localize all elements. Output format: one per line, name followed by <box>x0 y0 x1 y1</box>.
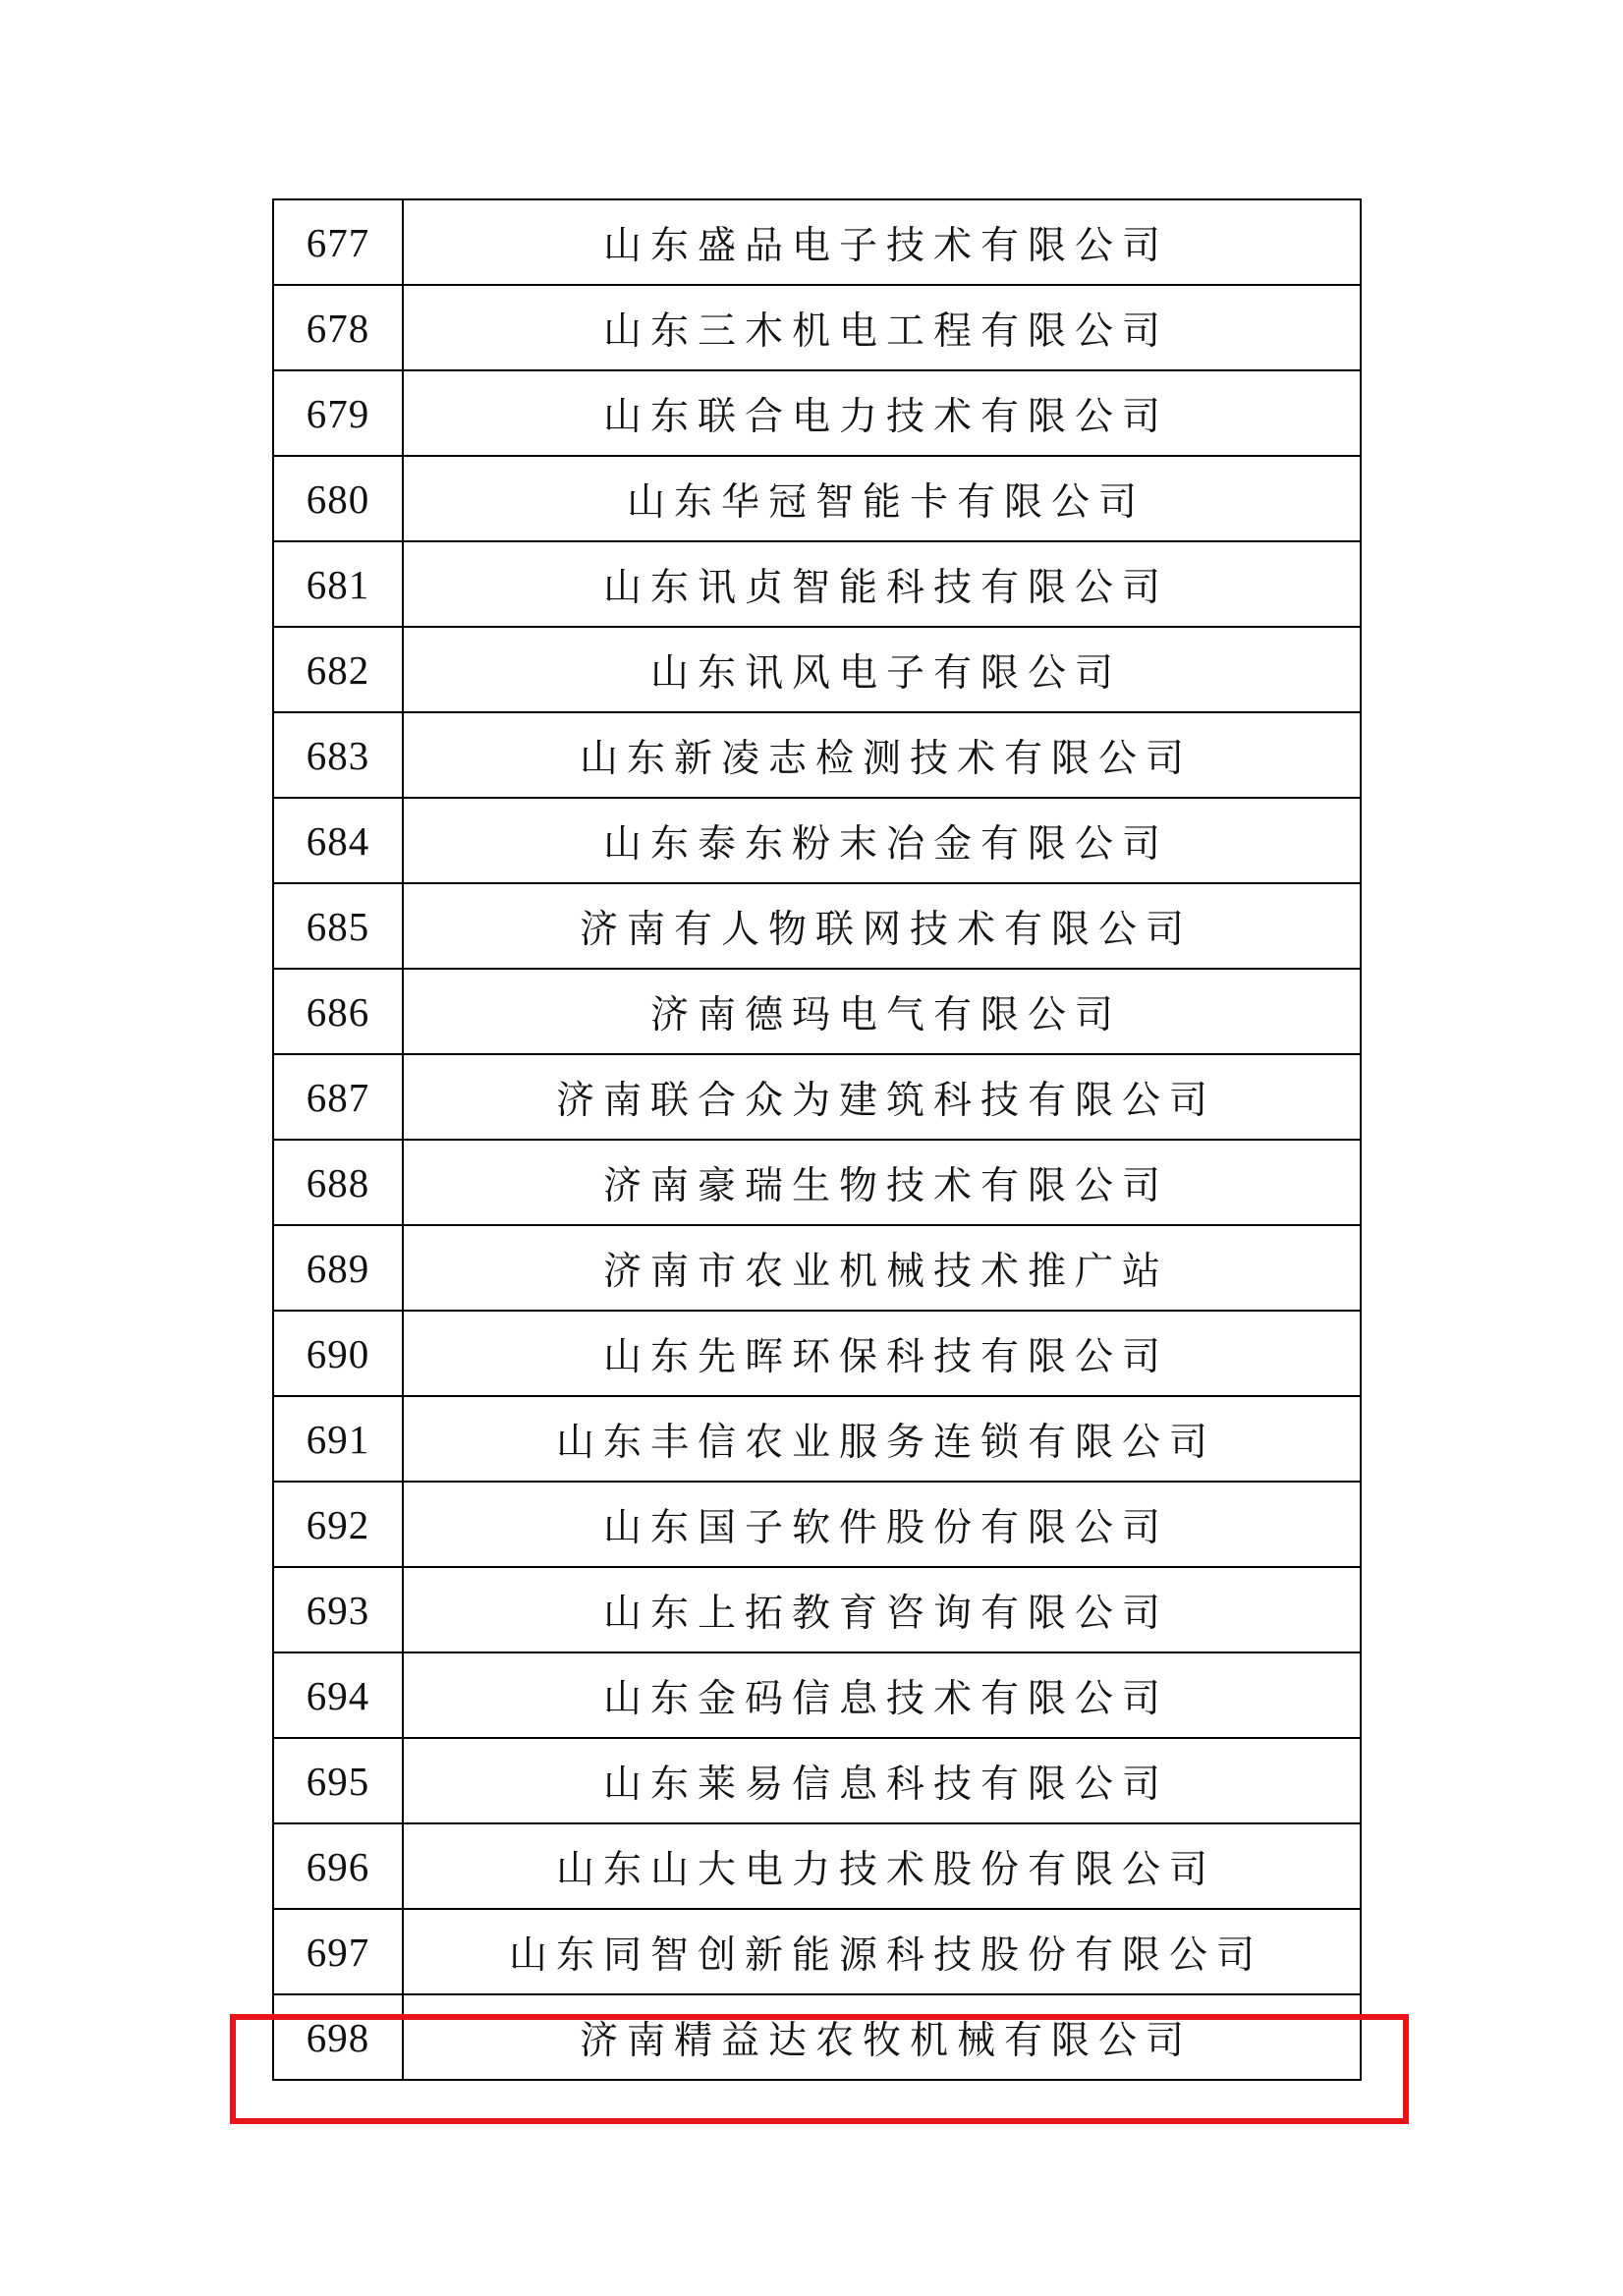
table-row <box>273 969 1361 1054</box>
row-number: 687 <box>273 1054 403 1140</box>
company-name: 山东同智创新能源科技股份有限公司 <box>403 1909 1361 1994</box>
table-row <box>273 1311 1361 1396</box>
company-name: 山东泰东粉末冶金有限公司 <box>403 798 1361 883</box>
table-row <box>273 1823 1361 1909</box>
table-row <box>273 1396 1361 1482</box>
table-row <box>273 1054 1361 1140</box>
table-row <box>273 1140 1361 1225</box>
row-number: 695 <box>273 1738 403 1823</box>
table-row <box>273 285 1361 370</box>
row-number: 682 <box>273 627 403 712</box>
company-name: 山东华冠智能卡有限公司 <box>403 456 1361 541</box>
table-row <box>273 1909 1361 1994</box>
company-name: 济南豪瑞生物技术有限公司 <box>403 1140 1361 1225</box>
row-number: 696 <box>273 1823 403 1909</box>
company-name: 山东山大电力技术股份有限公司 <box>403 1823 1361 1909</box>
table-row <box>273 1567 1361 1652</box>
table-row <box>273 541 1361 627</box>
table-row <box>273 370 1361 456</box>
table-row <box>273 798 1361 883</box>
company-name: 山东讯贞智能科技有限公司 <box>403 541 1361 627</box>
table-row-highlighted <box>273 1994 1361 2080</box>
company-name: 山东上拓教育咨询有限公司 <box>403 1567 1361 1652</box>
row-number: 697 <box>273 1909 403 1994</box>
table-row <box>273 456 1361 541</box>
table-row <box>273 883 1361 969</box>
table-body <box>273 199 1361 2080</box>
row-number: 698 <box>273 1994 403 2080</box>
company-name: 山东莱易信息科技有限公司 <box>403 1738 1361 1823</box>
company-name: 济南联合众为建筑科技有限公司 <box>403 1054 1361 1140</box>
row-number: 679 <box>273 370 403 456</box>
company-name: 山东新凌志检测技术有限公司 <box>403 712 1361 798</box>
row-number: 694 <box>273 1652 403 1738</box>
table-row <box>273 1482 1361 1567</box>
row-number: 693 <box>273 1567 403 1652</box>
company-name: 山东联合电力技术有限公司 <box>403 370 1361 456</box>
company-name: 山东三木机电工程有限公司 <box>403 285 1361 370</box>
row-number: 677 <box>273 199 403 285</box>
company-list-table <box>272 198 1362 2081</box>
table-row <box>273 1652 1361 1738</box>
company-name: 济南德玛电气有限公司 <box>403 969 1361 1054</box>
company-name: 山东国子软件股份有限公司 <box>403 1482 1361 1567</box>
row-number: 685 <box>273 883 403 969</box>
company-name: 山东讯风电子有限公司 <box>403 627 1361 712</box>
table-row <box>273 627 1361 712</box>
table-row <box>273 1738 1361 1823</box>
company-name: 山东金码信息技术有限公司 <box>403 1652 1361 1738</box>
row-number: 691 <box>273 1396 403 1482</box>
row-number: 684 <box>273 798 403 883</box>
row-number: 686 <box>273 969 403 1054</box>
company-name: 济南有人物联网技术有限公司 <box>403 883 1361 969</box>
company-name: 山东先晖环保科技有限公司 <box>403 1311 1361 1396</box>
company-name: 山东丰信农业服务连锁有限公司 <box>403 1396 1361 1482</box>
row-number: 689 <box>273 1225 403 1311</box>
table-row <box>273 199 1361 285</box>
row-number: 681 <box>273 541 403 627</box>
row-number: 680 <box>273 456 403 541</box>
row-number: 683 <box>273 712 403 798</box>
row-number: 692 <box>273 1482 403 1567</box>
row-number: 690 <box>273 1311 403 1396</box>
company-name: 山东盛品电子技术有限公司 <box>403 199 1361 285</box>
company-name: 济南市农业机械技术推广站 <box>403 1225 1361 1311</box>
row-number: 678 <box>273 285 403 370</box>
table-row <box>273 1225 1361 1311</box>
table-row <box>273 712 1361 798</box>
company-name: 济南精益达农牧机械有限公司 <box>403 1994 1361 2080</box>
row-number: 688 <box>273 1140 403 1225</box>
